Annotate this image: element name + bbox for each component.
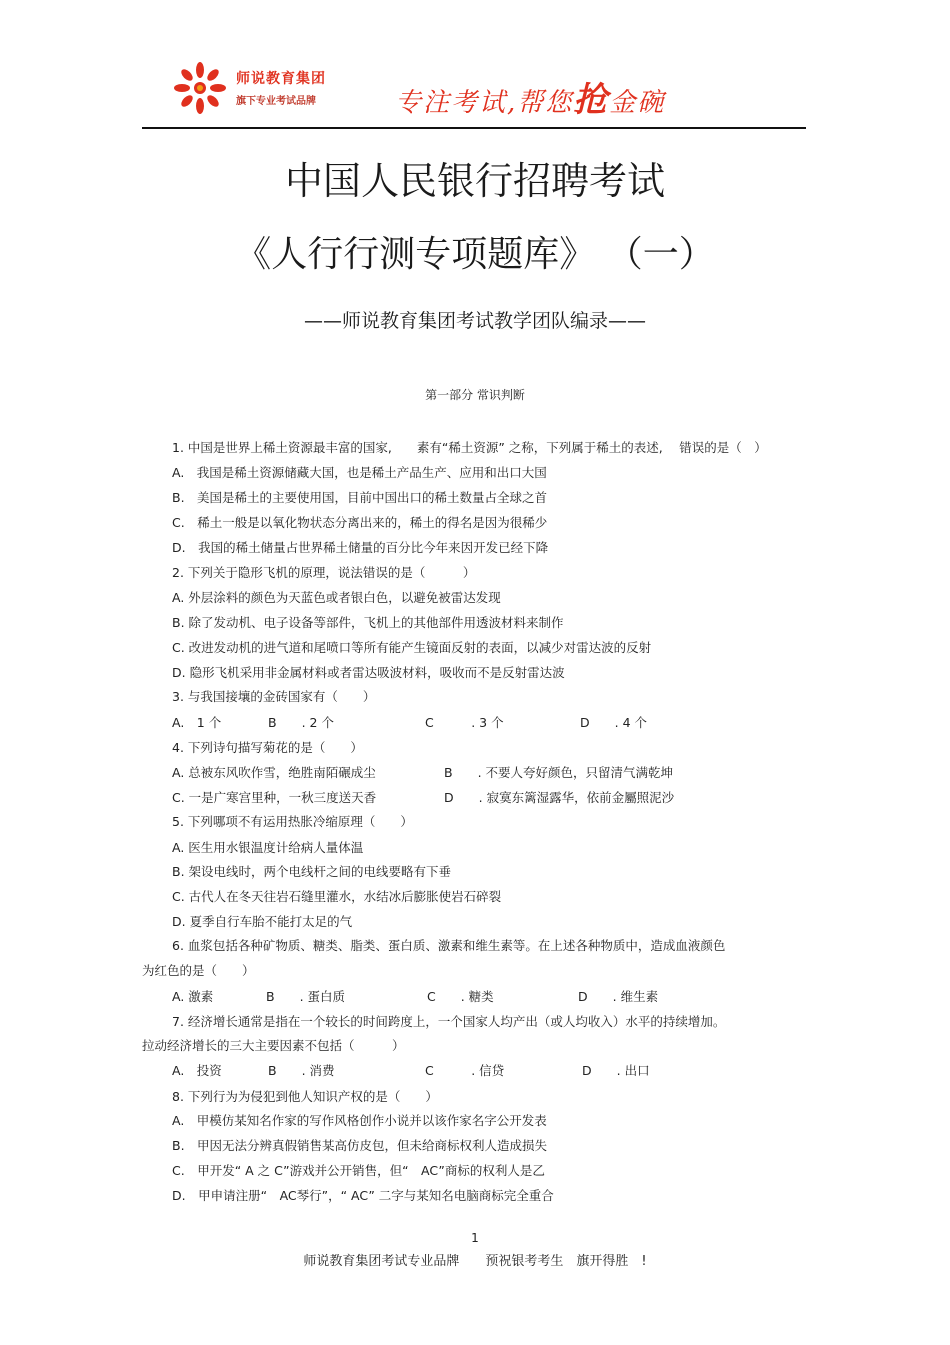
question-7-option-a: A. 投资 <box>172 1063 222 1078</box>
question-2-option-d: D. 隐形飞机采用非金属材料或者雷达吸波材料，吸收而不是反射雷达波 <box>172 665 565 680</box>
question-1-option-c: C. 稀土一般是以氧化物状态分离出来的，稀土的得名是因为很稀少 <box>172 515 548 530</box>
question-7-option-b: B . 消费 <box>268 1063 335 1078</box>
section-heading: 第一部分 常识判断 <box>425 388 525 402</box>
question-6-continued: 为红色的是（ ） <box>142 963 255 978</box>
question-7-continued: 拉动经济增长的三大主要因素不包括（ ） <box>142 1038 405 1053</box>
question-8-option-b: B. 甲因无法分辨真假销售某高仿皮包，但未给商标权利人造成损失 <box>172 1138 548 1153</box>
question-5: 5. 下列哪项不有运用热胀冷缩原理（ ） <box>172 814 413 829</box>
page-number: 1 <box>471 1231 479 1245</box>
question-1: 1. 中国是世界上稀土资源最丰富的国家, 素有“稀土资源” 之称，下列属于稀土的表述, 错误的是（ ） <box>172 440 767 455</box>
question-4-option-b: B . 不要人夸好颜色，只留清气满乾坤 <box>444 765 674 780</box>
question-4-option-c: C. 一是广寒宫里种，一秋三度送天香 <box>172 790 377 805</box>
question-6-option-b: B . 蛋白质 <box>266 989 346 1004</box>
question-5-option-a: A. 医生用水银温度计给病人量体温 <box>172 840 364 855</box>
question-4: 4. 下列诗句描写菊花的是（ ） <box>172 740 363 755</box>
document-title: 中国人民银行招聘考试 <box>284 159 665 203</box>
header-divider <box>142 127 806 129</box>
question-1-option-b: B. 美国是稀土的主要使用国，目前中国出口的稀土数量占全球之首 <box>172 490 548 505</box>
question-4-option-d: D . 寂寞东篱湿露华，依前金屬照泥沙 <box>444 790 675 805</box>
question-6-option-d: D . 维生素 <box>578 989 659 1004</box>
question-6-option-a: A. 激素 <box>172 989 214 1004</box>
question-3-option-c: C . 3 个 <box>425 715 504 730</box>
slogan-part-a: 专注考试,帮您 <box>395 88 574 118</box>
question-7-option-d: D . 出口 <box>582 1063 650 1078</box>
question-8-option-c: C. 甲开发“ A 之 C”游戏并公开销售，但“ AC”商标的权利人是乙 <box>172 1163 545 1178</box>
brand-tagline: 旗下专业考试品牌 <box>236 96 316 107</box>
document-subtitle-main: 《人行行测专项题库》 （一） <box>235 234 715 275</box>
question-2: 2. 下列关于隐形飞机的原理，说法错误的是（ ） <box>172 565 476 580</box>
question-8: 8. 下列行为为侵犯到他人知识产权的是（ ） <box>172 1089 438 1104</box>
question-4-option-a: A. 总被东风吹作雪，绝胜南陌碾成尘 <box>172 765 376 780</box>
question-7: 7. 经济增长通常是指在一个较长的时间跨度上，一个国家人均产出（或人均收入）水平的持续增加。 <box>172 1014 726 1029</box>
question-2-option-b: B. 除了发动机、电子设备等部件，飞机上的其他部件用透波材料来制作 <box>172 615 564 630</box>
question-8-option-d: D. 甲申请注册“ AC琴行”，“ AC” 二字与某知名电脑商标完全重合 <box>172 1188 554 1203</box>
question-3: 3. 与我国接壤的金砖国家有（ ） <box>172 689 376 704</box>
question-8-option-a: A. 甲模仿某知名作家的写作风格创作小说并以该作家名字公开发表 <box>172 1113 547 1128</box>
question-3-option-d: D . 4 个 <box>580 715 647 730</box>
slogan-part-c: 金碗 <box>609 88 666 118</box>
slogan <box>395 72 665 121</box>
page-footer: 师说教育集团考试专业品牌 预祝银考考生 旗开得胜 ! <box>303 1254 647 1269</box>
question-7-option-c: C . 信贷 <box>425 1063 505 1078</box>
brand-logo-icon <box>172 62 228 118</box>
question-1-option-a: A. 我国是稀土资源储藏大国，也是稀土产品生产、应用和出口大国 <box>172 465 547 480</box>
question-2-option-a: A. 外层涂料的颜色为天蓝色或者银白色，以避免被雷达发现 <box>172 590 501 605</box>
question-5-option-d: D. 夏季自行车胎不能打太足的气 <box>172 914 353 929</box>
question-3-option-a: A. 1 个 <box>172 715 222 730</box>
question-3-option-b: B . 2 个 <box>268 715 334 730</box>
question-6: 6. 血浆包括各种矿物质、糖类、脂类、蛋白质、激素和维生素等。在上述各种物质中，造成血液颜色 <box>172 938 726 953</box>
slogan-part-b: 抢 <box>573 80 610 120</box>
question-2-option-c: C. 改进发动机的进气道和尾喷口等所有能产生镜面反射的表面，以减少对雷达波的反射 <box>172 640 652 655</box>
question-1-option-d: D. 我国的稀土储量占世界稀土储量的百分比今年来因开发已经下降 <box>172 540 549 555</box>
question-6-option-c: C . 糖类 <box>427 989 494 1004</box>
question-5-option-b: B. 架设电线时，两个电线杆之间的电线要略有下垂 <box>172 864 452 879</box>
question-5-option-c: C. 古代人在冬天往岩石缝里灌水，水结冰后膨胀使岩石碎裂 <box>172 889 502 904</box>
brand-name: 师说教育集团 <box>236 71 326 87</box>
compiler-credit: ——师说教育集团考试教学团队编录—— <box>303 310 646 332</box>
